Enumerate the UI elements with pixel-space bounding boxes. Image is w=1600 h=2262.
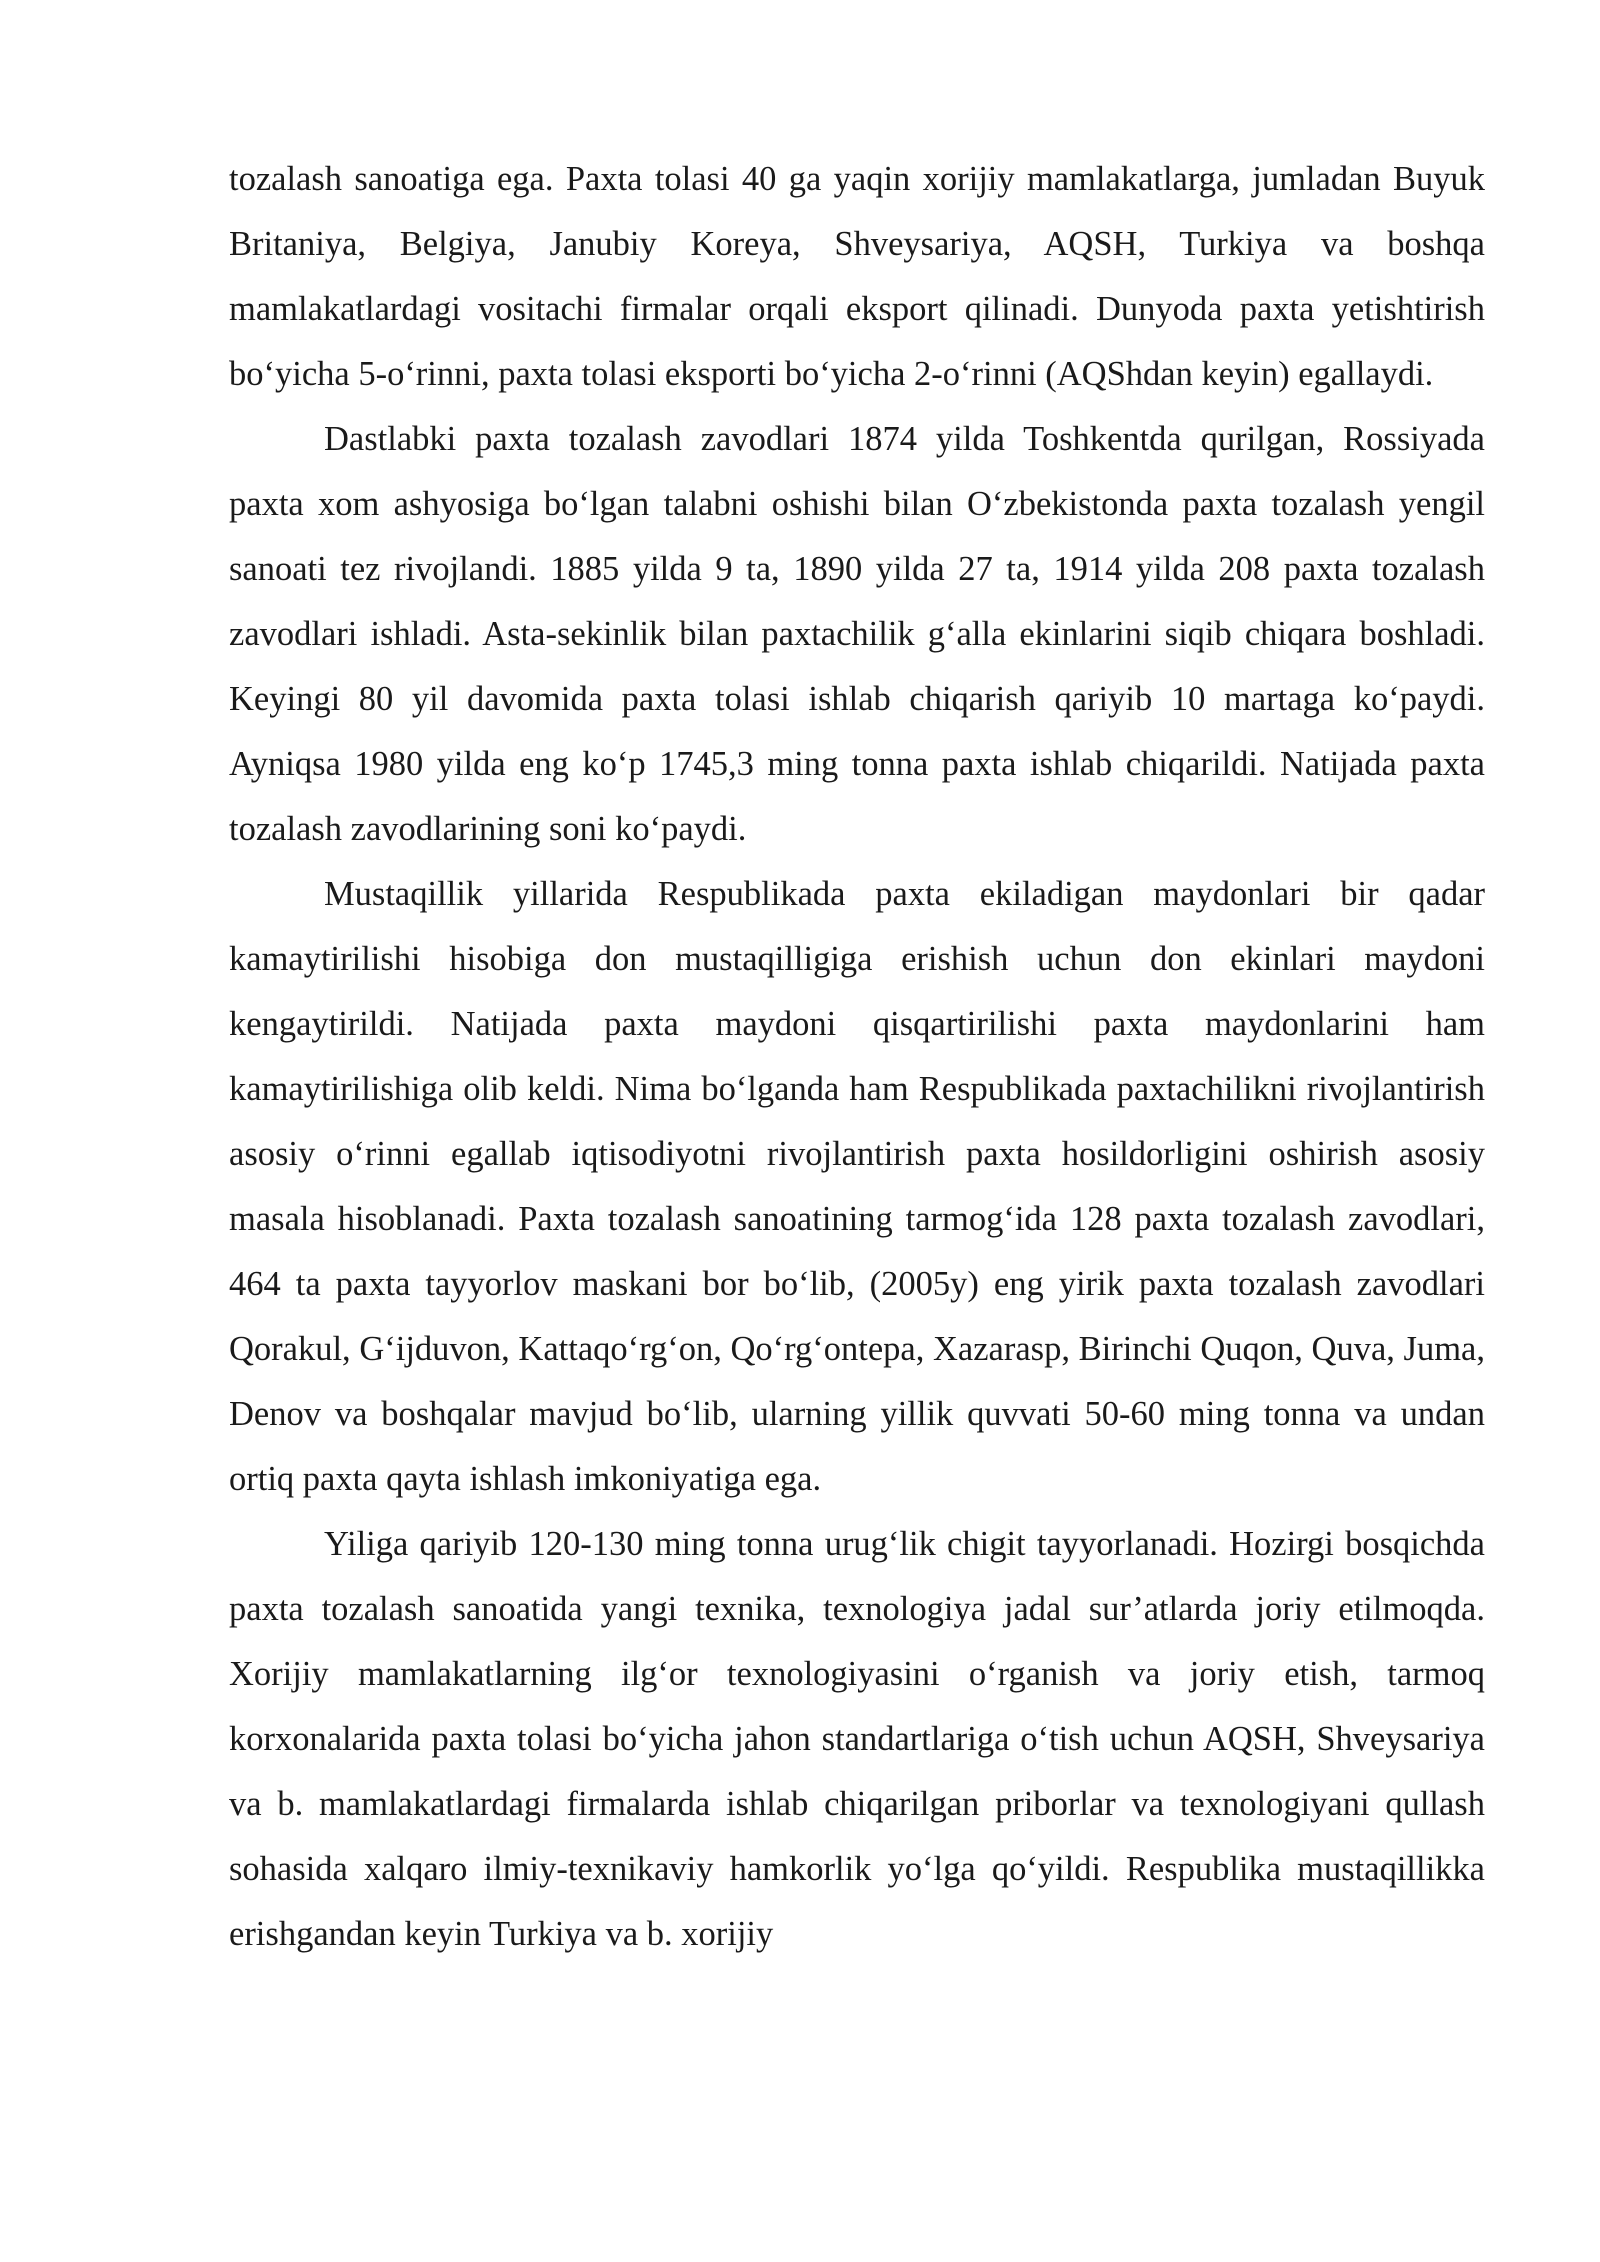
body-text [229, 147, 1485, 1967]
paragraph-technology: Yiliga qariyib 120-130 ming tonna urug‘lik chigit tayyorlanadi. Hozirgi bosqichda paxta tozalash sanoatida yangi texnika, texnologiya jadal sur’atlarda joriy etilmoqda. Xorijiy mamlakatlarning ilg‘or texnologiyasini o‘rganish va joriy etish, tarmoq korxonalarida paxta tolasi bo‘yicha jahon standartlariga o‘tish uchun AQSH, Shveysariya va b. mamlakatlardagi firmalarda ishlab chiqarilgan priborlar va texnologiyani qullash sohasida xalqaro ilmiy-texnikaviy hamkorlik yo‘lga qo‘yildi. Respublika mustaqillikka erishgandan keyin Turkiya va b. xorijiy [229, 1525, 1485, 1953]
paragraph-independence: Mustaqillik yillarida Respublikada paxta ekiladigan maydonlari bir qadar kamaytirilishi hisobiga don mustaqilligiga erishish uchun don ekinlari maydoni kengaytirildi. Natijada paxta maydoni qisqartirilishi paxta maydonlarini ham kamaytirilishiga olib keldi. Nima bo‘lganda ham Respublikada paxtachilikni rivojlantirish asosiy o‘rinni egallab iqtisodiyotni rivojlantirish paxta hosildorligini oshirish asosiy masala hisoblanadi. Paxta tozalash sanoatining tarmog‘ida 128 paxta tozalash zavodlari, 464 ta paxta tayyorlov maskani bor bo‘lib, (2005y) eng yirik paxta tozalash zavodlari Qorakul, G‘ijduvon, Kattaqo‘rg‘on, Qo‘rg‘ontepa, Xazarasp, Birinchi Quqon, Quva, Juma, Denov va boshqalar mavjud bo‘lib, ularning yillik quvvati 50-60 ming tonna va undan ortiq paxta qayta ishlash imkoniyatiga ega. [229, 875, 1485, 1498]
paragraph-history: Dastlabki paxta tozalash zavodlari 1874 yilda Toshkentda qurilgan, Rossiyada paxta xom ashyosiga bo‘lgan talabni oshishi bilan O‘zbekistonda paxta tozalash yengil sanoati tez rivojlandi. 1885 yilda 9 ta, 1890 yilda 27 ta, 1914 yilda 208 paxta tozalash zavodlari ishladi. Asta-sekinlik bilan paxtachilik g‘alla ekinlarini siqib chiqara boshladi. Keyingi 80 yil davomida paxta tolasi ishlab chiqarish qariyib 10 martaga ko‘paydi. Ayniqsa 1980 yilda eng ko‘p 1745,3 ming tonna paxta ishlab chiqarildi. Natijada paxta tozalash zavodlarining soni ko‘paydi. [229, 420, 1485, 848]
paragraph-continuation: tozalash sanoatiga ega. Paxta tolasi 40 ga yaqin xorijiy mamlakatlarga, jumladan Buyuk Britaniya, Belgiya, Janubiy Koreya, Shveysariya, AQSH, Turkiya va boshqa mamlakatlardagi vositachi firmalar orqali eksport qilinadi. Dunyoda paxta yetishtirish bo‘yicha 5-o‘rinni, paxta tolasi eksporti bo‘yicha 2-o‘rinni (AQShdan keyin) egallaydi. [229, 160, 1485, 393]
